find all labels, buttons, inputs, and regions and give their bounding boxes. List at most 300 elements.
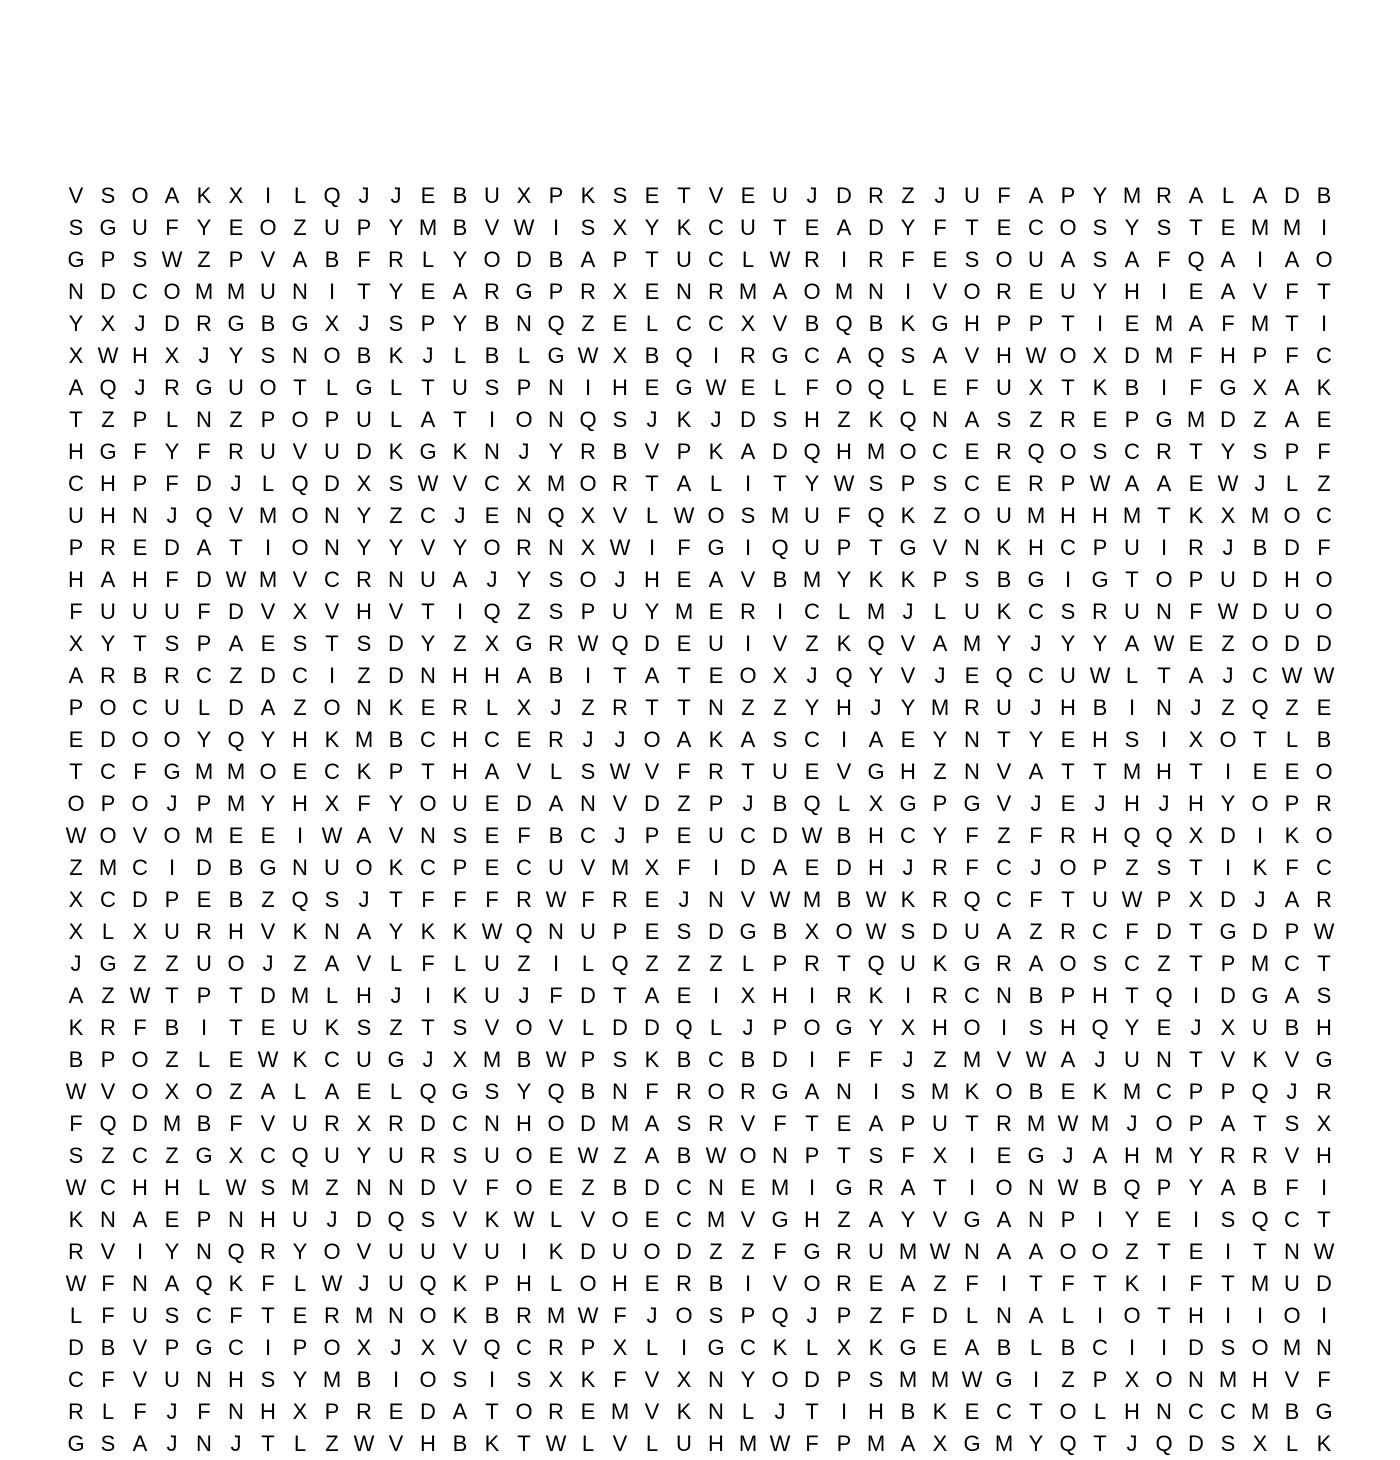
letter-cell[interactable]: L xyxy=(389,407,403,432)
letter-cell[interactable]: N xyxy=(964,535,980,560)
letter-cell[interactable]: A xyxy=(420,407,436,432)
letter-cell[interactable]: O xyxy=(1059,343,1077,368)
letter-cell[interactable]: V xyxy=(388,1431,404,1456)
letter-cell[interactable]: A xyxy=(836,343,852,368)
letter-cell[interactable]: T xyxy=(1253,1111,1267,1136)
letter-cell[interactable]: D xyxy=(516,791,532,816)
letter-cell[interactable]: Z xyxy=(517,599,531,624)
letter-cell[interactable]: R xyxy=(1060,407,1076,432)
letter-cell[interactable]: O xyxy=(835,375,853,400)
letter-cell[interactable]: O xyxy=(1315,247,1333,272)
letter-cell[interactable]: J xyxy=(134,311,146,336)
letter-cell[interactable]: N xyxy=(132,503,148,528)
letter-cell[interactable]: F xyxy=(901,1303,915,1328)
letter-cell[interactable]: B xyxy=(1092,1175,1108,1200)
letter-cell[interactable]: Z xyxy=(709,951,723,976)
letter-cell[interactable]: D xyxy=(196,855,212,880)
letter-cell[interactable]: C xyxy=(132,695,148,720)
letter-cell[interactable]: L xyxy=(389,951,403,976)
letter-cell[interactable]: K xyxy=(1284,823,1300,848)
letter-cell[interactable]: M xyxy=(1122,1079,1142,1104)
letter-cell[interactable]: A xyxy=(132,1431,148,1456)
letter-cell[interactable]: G xyxy=(1027,567,1045,592)
letter-cell[interactable]: W xyxy=(609,759,631,784)
letter-cell[interactable]: X xyxy=(612,215,628,240)
letter-cell[interactable]: O xyxy=(419,1303,437,1328)
letter-cell[interactable]: O xyxy=(483,535,501,560)
letter-cell[interactable]: A xyxy=(932,343,948,368)
letter-cell[interactable]: P xyxy=(1252,343,1268,368)
letter-cell[interactable]: Z xyxy=(293,951,307,976)
letter-cell[interactable]: O xyxy=(291,503,309,528)
letter-cell[interactable]: K xyxy=(324,727,340,752)
letter-cell[interactable]: E xyxy=(804,759,820,784)
letter-cell[interactable]: Z xyxy=(229,407,243,432)
letter-cell[interactable]: P xyxy=(1188,567,1204,592)
letter-cell[interactable]: U xyxy=(1028,247,1044,272)
letter-cell[interactable]: C xyxy=(324,759,340,784)
letter-cell[interactable]: I xyxy=(744,535,752,560)
letter-cell[interactable]: D xyxy=(836,183,852,208)
letter-cell[interactable]: T xyxy=(165,983,179,1008)
letter-cell[interactable]: L xyxy=(1061,1303,1075,1328)
letter-cell[interactable]: E xyxy=(740,375,756,400)
letter-cell[interactable]: O xyxy=(1283,503,1301,528)
letter-cell[interactable]: O xyxy=(579,471,597,496)
letter-cell[interactable]: H xyxy=(1316,1143,1332,1168)
letter-cell[interactable]: Q xyxy=(1123,1175,1141,1200)
letter-cell[interactable]: L xyxy=(1285,1431,1299,1456)
letter-cell[interactable]: G xyxy=(1219,375,1237,400)
letter-cell[interactable]: G xyxy=(67,247,85,272)
letter-cell[interactable]: F xyxy=(133,1015,147,1040)
letter-cell[interactable]: G xyxy=(707,535,725,560)
letter-cell[interactable]: M xyxy=(1250,311,1270,336)
letter-cell[interactable]: V xyxy=(132,1335,148,1360)
letter-cell[interactable]: T xyxy=(1061,887,1075,912)
letter-cell[interactable]: F xyxy=(549,983,563,1008)
letter-cell[interactable]: I xyxy=(1224,1239,1232,1264)
letter-cell[interactable]: M xyxy=(1122,183,1142,208)
letter-cell[interactable]: R xyxy=(164,663,180,688)
letter-cell[interactable]: B xyxy=(708,1271,724,1296)
letter-cell[interactable]: W xyxy=(225,567,247,592)
letter-cell[interactable]: O xyxy=(675,1303,693,1328)
letter-cell[interactable]: P xyxy=(1092,535,1108,560)
letter-cell[interactable]: W xyxy=(97,343,119,368)
letter-cell[interactable]: F xyxy=(101,1367,115,1392)
letter-cell[interactable]: V xyxy=(836,759,852,784)
letter-cell[interactable]: P xyxy=(612,919,628,944)
letter-cell[interactable]: U xyxy=(356,407,372,432)
letter-cell[interactable]: H xyxy=(1252,1367,1268,1392)
letter-cell[interactable]: F xyxy=(101,1271,115,1296)
letter-cell[interactable]: T xyxy=(805,1399,819,1424)
letter-cell[interactable]: E xyxy=(228,823,244,848)
letter-cell[interactable]: O xyxy=(547,1111,565,1136)
letter-cell[interactable]: X xyxy=(1188,887,1204,912)
letter-cell[interactable]: O xyxy=(259,215,277,240)
letter-cell[interactable]: O xyxy=(963,1015,981,1040)
letter-cell[interactable]: T xyxy=(1093,1431,1107,1456)
letter-cell[interactable]: I xyxy=(1256,1303,1264,1328)
letter-cell[interactable]: A xyxy=(356,919,372,944)
letter-cell[interactable]: X xyxy=(164,343,180,368)
letter-cell[interactable]: H xyxy=(1124,279,1140,304)
letter-cell[interactable]: V xyxy=(260,1111,276,1136)
letter-cell[interactable]: C xyxy=(740,823,756,848)
letter-cell[interactable]: L xyxy=(1285,727,1299,752)
letter-cell[interactable]: C xyxy=(68,1367,84,1392)
letter-cell[interactable]: A xyxy=(324,951,340,976)
letter-cell[interactable]: G xyxy=(451,1079,469,1104)
letter-cell[interactable]: L xyxy=(901,375,915,400)
letter-cell[interactable]: H xyxy=(1156,759,1172,784)
letter-cell[interactable]: B xyxy=(1060,1335,1076,1360)
letter-cell[interactable]: E xyxy=(900,727,916,752)
letter-cell[interactable]: X xyxy=(548,1367,564,1392)
letter-cell[interactable]: Y xyxy=(68,311,84,336)
letter-cell[interactable]: I xyxy=(1160,727,1168,752)
letter-cell[interactable]: K xyxy=(580,1367,596,1392)
letter-cell[interactable]: I xyxy=(264,183,272,208)
letter-cell[interactable]: Z xyxy=(69,855,83,880)
letter-cell[interactable]: J xyxy=(198,343,210,368)
letter-cell[interactable]: G xyxy=(899,791,917,816)
letter-cell[interactable]: M xyxy=(834,279,854,304)
letter-cell[interactable]: G xyxy=(99,951,117,976)
letter-cell[interactable]: S xyxy=(484,1079,500,1104)
letter-cell[interactable]: G xyxy=(547,343,565,368)
letter-cell[interactable]: Y xyxy=(356,503,372,528)
letter-cell[interactable]: T xyxy=(1093,759,1107,784)
letter-cell[interactable]: T xyxy=(613,983,627,1008)
letter-cell[interactable]: F xyxy=(837,1047,851,1072)
letter-cell[interactable]: J xyxy=(806,1303,818,1328)
letter-cell[interactable]: O xyxy=(611,1207,629,1232)
letter-cell[interactable]: J xyxy=(934,183,946,208)
letter-cell[interactable]: U xyxy=(388,1143,404,1168)
letter-cell[interactable]: A xyxy=(996,919,1012,944)
letter-cell[interactable]: Y xyxy=(868,1015,884,1040)
letter-cell[interactable]: Z xyxy=(101,983,115,1008)
letter-cell[interactable]: K xyxy=(676,1399,692,1424)
letter-cell[interactable]: B xyxy=(356,1367,372,1392)
letter-cell[interactable]: V xyxy=(932,1207,948,1232)
letter-cell[interactable]: Z xyxy=(1061,1367,1075,1392)
letter-cell[interactable]: G xyxy=(1155,407,1173,432)
letter-cell[interactable]: S xyxy=(1156,215,1172,240)
letter-cell[interactable]: Q xyxy=(1155,823,1173,848)
letter-cell[interactable]: C xyxy=(676,311,692,336)
letter-cell[interactable]: Q xyxy=(1187,247,1205,272)
letter-cell[interactable]: I xyxy=(808,1175,816,1200)
letter-cell[interactable]: P xyxy=(836,1303,852,1328)
letter-cell[interactable]: L xyxy=(837,791,851,816)
letter-cell[interactable]: M xyxy=(1186,407,1206,432)
letter-cell[interactable]: N xyxy=(612,1079,628,1104)
letter-cell[interactable]: U xyxy=(676,1431,692,1456)
letter-cell[interactable]: H xyxy=(292,727,308,752)
letter-cell[interactable]: T xyxy=(773,471,787,496)
letter-cell[interactable]: R xyxy=(868,183,884,208)
letter-cell[interactable]: D xyxy=(164,311,180,336)
letter-cell[interactable]: W xyxy=(1281,663,1303,688)
letter-cell[interactable]: D xyxy=(324,471,340,496)
letter-cell[interactable]: T xyxy=(261,1303,275,1328)
letter-cell[interactable]: D xyxy=(420,1399,436,1424)
letter-cell[interactable]: E xyxy=(964,663,980,688)
letter-cell[interactable]: L xyxy=(549,1207,563,1232)
letter-cell[interactable]: M xyxy=(1026,503,1046,528)
letter-cell[interactable]: B xyxy=(324,247,340,272)
letter-cell[interactable]: Q xyxy=(803,439,821,464)
letter-cell[interactable]: L xyxy=(645,311,659,336)
letter-cell[interactable]: E xyxy=(836,1111,852,1136)
letter-cell[interactable]: V xyxy=(452,1175,468,1200)
letter-cell[interactable]: S xyxy=(1092,439,1108,464)
letter-cell[interactable]: U xyxy=(708,631,724,656)
letter-cell[interactable]: Q xyxy=(419,1271,437,1296)
letter-cell[interactable]: F xyxy=(1029,823,1043,848)
letter-cell[interactable]: S xyxy=(164,631,180,656)
letter-cell[interactable]: Y xyxy=(228,343,244,368)
letter-cell[interactable]: B xyxy=(1028,983,1044,1008)
letter-cell[interactable]: F xyxy=(133,1399,147,1424)
letter-cell[interactable]: N xyxy=(228,1207,244,1232)
letter-cell[interactable]: E xyxy=(932,375,948,400)
letter-cell[interactable]: G xyxy=(291,311,309,336)
letter-cell[interactable]: R xyxy=(836,1271,852,1296)
letter-cell[interactable]: X xyxy=(1092,343,1108,368)
letter-cell[interactable]: Y xyxy=(388,535,404,560)
letter-cell[interactable]: Q xyxy=(195,503,213,528)
letter-cell[interactable]: V xyxy=(356,1239,372,1264)
letter-cell[interactable]: U xyxy=(388,1239,404,1264)
letter-cell[interactable]: I xyxy=(1096,1207,1104,1232)
letter-cell[interactable]: B xyxy=(452,1431,468,1456)
letter-cell[interactable]: B xyxy=(132,663,148,688)
letter-cell[interactable]: Z xyxy=(709,1239,723,1264)
letter-cell[interactable]: H xyxy=(1092,727,1108,752)
letter-cell[interactable]: F xyxy=(805,1431,819,1456)
letter-cell[interactable]: P xyxy=(708,791,724,816)
letter-cell[interactable]: E xyxy=(420,279,436,304)
letter-cell[interactable]: D xyxy=(676,1239,692,1264)
letter-cell[interactable]: N xyxy=(964,1239,980,1264)
letter-cell[interactable]: O xyxy=(131,791,149,816)
letter-cell[interactable]: O xyxy=(515,1015,533,1040)
letter-cell[interactable]: L xyxy=(1285,471,1299,496)
letter-cell[interactable]: E xyxy=(356,1079,372,1104)
letter-cell[interactable]: K xyxy=(388,695,404,720)
letter-cell[interactable]: J xyxy=(1030,631,1042,656)
letter-cell[interactable]: H xyxy=(1188,791,1204,816)
letter-cell[interactable]: I xyxy=(776,599,784,624)
letter-cell[interactable]: J xyxy=(614,567,626,592)
letter-cell[interactable]: B xyxy=(900,1399,916,1424)
letter-cell[interactable]: M xyxy=(1090,1111,1110,1136)
letter-cell[interactable]: Y xyxy=(1028,727,1044,752)
letter-cell[interactable]: R xyxy=(324,1111,340,1136)
letter-cell[interactable]: C xyxy=(68,471,84,496)
letter-cell[interactable]: S xyxy=(356,1015,372,1040)
letter-cell[interactable]: Q xyxy=(835,663,853,688)
letter-cell[interactable]: X xyxy=(228,183,244,208)
letter-cell[interactable]: C xyxy=(1124,439,1140,464)
letter-cell[interactable]: W xyxy=(1313,919,1335,944)
letter-cell[interactable]: Y xyxy=(1124,215,1140,240)
letter-cell[interactable]: P xyxy=(900,471,916,496)
letter-cell[interactable]: D xyxy=(740,855,756,880)
letter-cell[interactable]: A xyxy=(100,567,116,592)
letter-cell[interactable]: N xyxy=(996,1303,1012,1328)
letter-cell[interactable]: R xyxy=(708,1111,724,1136)
letter-cell[interactable]: W xyxy=(769,887,791,912)
letter-cell[interactable]: P xyxy=(164,887,180,912)
letter-cell[interactable]: P xyxy=(324,407,340,432)
letter-cell[interactable]: Q xyxy=(291,887,309,912)
letter-cell[interactable]: D xyxy=(388,631,404,656)
letter-cell[interactable]: Q xyxy=(963,887,981,912)
letter-cell[interactable]: L xyxy=(325,983,339,1008)
letter-cell[interactable]: T xyxy=(69,759,83,784)
letter-cell[interactable]: R xyxy=(420,1143,436,1168)
letter-cell[interactable]: Z xyxy=(453,631,467,656)
letter-cell[interactable]: N xyxy=(196,1239,212,1264)
letter-cell[interactable]: E xyxy=(1060,1079,1076,1104)
letter-cell[interactable]: H xyxy=(1092,983,1108,1008)
letter-cell[interactable]: A xyxy=(1220,279,1236,304)
letter-cell[interactable]: F xyxy=(421,887,435,912)
letter-cell[interactable]: A xyxy=(708,567,724,592)
letter-cell[interactable]: M xyxy=(290,1175,310,1200)
letter-cell[interactable]: O xyxy=(963,279,981,304)
letter-cell[interactable]: E xyxy=(1220,215,1236,240)
letter-cell[interactable]: U xyxy=(964,183,980,208)
letter-cell[interactable]: S xyxy=(164,1303,180,1328)
letter-cell[interactable]: U xyxy=(68,503,84,528)
letter-cell[interactable]: U xyxy=(292,1111,308,1136)
letter-cell[interactable]: I xyxy=(1160,375,1168,400)
letter-cell[interactable]: A xyxy=(1028,1239,1044,1264)
letter-cell[interactable]: K xyxy=(900,311,916,336)
letter-cell[interactable]: M xyxy=(1250,1271,1270,1296)
letter-cell[interactable]: J xyxy=(70,951,82,976)
letter-cell[interactable]: Z xyxy=(229,663,243,688)
letter-cell[interactable]: I xyxy=(328,279,336,304)
letter-cell[interactable]: P xyxy=(356,215,372,240)
letter-cell[interactable]: N xyxy=(708,887,724,912)
letter-cell[interactable]: D xyxy=(740,407,756,432)
letter-cell[interactable]: A xyxy=(1092,1143,1108,1168)
letter-cell[interactable]: D xyxy=(868,215,884,240)
letter-cell[interactable]: E xyxy=(260,1015,276,1040)
letter-cell[interactable]: R xyxy=(996,1111,1012,1136)
letter-cell[interactable]: I xyxy=(296,823,304,848)
letter-cell[interactable]: R xyxy=(516,535,532,560)
letter-cell[interactable]: T xyxy=(1061,759,1075,784)
letter-cell[interactable]: D xyxy=(228,695,244,720)
letter-cell[interactable]: Y xyxy=(260,727,276,752)
letter-cell[interactable]: R xyxy=(996,439,1012,464)
letter-cell[interactable]: T xyxy=(677,663,691,688)
letter-cell[interactable]: R xyxy=(612,471,628,496)
letter-cell[interactable]: P xyxy=(932,791,948,816)
letter-cell[interactable]: M xyxy=(802,887,822,912)
letter-cell[interactable]: Z xyxy=(389,503,403,528)
letter-cell[interactable]: U xyxy=(804,535,820,560)
letter-cell[interactable]: S xyxy=(868,1143,884,1168)
letter-cell[interactable]: H xyxy=(516,1111,532,1136)
letter-cell[interactable]: V xyxy=(900,631,916,656)
letter-cell[interactable]: W xyxy=(929,1239,951,1264)
letter-cell[interactable]: I xyxy=(1224,1303,1232,1328)
letter-cell[interactable]: U xyxy=(1124,535,1140,560)
letter-cell[interactable]: F xyxy=(165,471,179,496)
letter-cell[interactable]: N xyxy=(516,311,532,336)
letter-cell[interactable]: F xyxy=(997,183,1011,208)
letter-cell[interactable]: Z xyxy=(1157,951,1171,976)
letter-cell[interactable]: X xyxy=(356,471,372,496)
letter-cell[interactable]: R xyxy=(740,599,756,624)
letter-cell[interactable]: P xyxy=(292,1335,308,1360)
letter-cell[interactable]: G xyxy=(515,279,533,304)
letter-cell[interactable]: L xyxy=(197,1047,211,1072)
letter-cell[interactable]: U xyxy=(292,1207,308,1232)
letter-cell[interactable]: I xyxy=(520,1239,528,1264)
letter-cell[interactable]: S xyxy=(1220,1431,1236,1456)
letter-cell[interactable]: X xyxy=(68,631,84,656)
letter-cell[interactable]: S xyxy=(900,1079,916,1104)
letter-cell[interactable]: I xyxy=(1000,1015,1008,1040)
letter-cell[interactable]: S xyxy=(100,1431,116,1456)
letter-cell[interactable]: B xyxy=(612,439,628,464)
letter-cell[interactable]: M xyxy=(898,1239,918,1264)
letter-cell[interactable]: C xyxy=(708,215,724,240)
letter-cell[interactable]: F xyxy=(773,1239,787,1264)
letter-cell[interactable]: I xyxy=(1192,983,1200,1008)
letter-cell[interactable]: R xyxy=(836,983,852,1008)
letter-cell[interactable]: A xyxy=(676,727,692,752)
letter-cell[interactable]: Z xyxy=(933,1271,947,1296)
letter-cell[interactable]: T xyxy=(421,375,435,400)
letter-cell[interactable]: M xyxy=(258,503,278,528)
letter-cell[interactable]: N xyxy=(708,1175,724,1200)
letter-cell[interactable]: R xyxy=(228,439,244,464)
letter-cell[interactable]: C xyxy=(516,1335,532,1360)
letter-cell[interactable]: F xyxy=(261,1271,275,1296)
letter-cell[interactable]: N xyxy=(484,439,500,464)
letter-cell[interactable]: P xyxy=(1156,1175,1172,1200)
letter-cell[interactable]: F xyxy=(69,1111,83,1136)
letter-cell[interactable]: O xyxy=(1059,439,1077,464)
letter-cell[interactable]: O xyxy=(1283,1303,1301,1328)
letter-cell[interactable]: X xyxy=(292,599,308,624)
letter-cell[interactable]: V xyxy=(452,1207,468,1232)
letter-cell[interactable]: A xyxy=(1156,471,1172,496)
letter-cell[interactable]: H xyxy=(260,1399,276,1424)
letter-cell[interactable]: V xyxy=(996,1047,1012,1072)
letter-cell[interactable]: J xyxy=(582,727,594,752)
letter-cell[interactable]: J xyxy=(1158,791,1170,816)
letter-cell[interactable]: F xyxy=(1285,1175,1299,1200)
letter-cell[interactable]: I xyxy=(1000,1271,1008,1296)
letter-cell[interactable]: Y xyxy=(836,567,852,592)
letter-cell[interactable]: P xyxy=(68,695,84,720)
letter-cell[interactable]: D xyxy=(228,599,244,624)
letter-cell[interactable]: G xyxy=(1251,983,1269,1008)
